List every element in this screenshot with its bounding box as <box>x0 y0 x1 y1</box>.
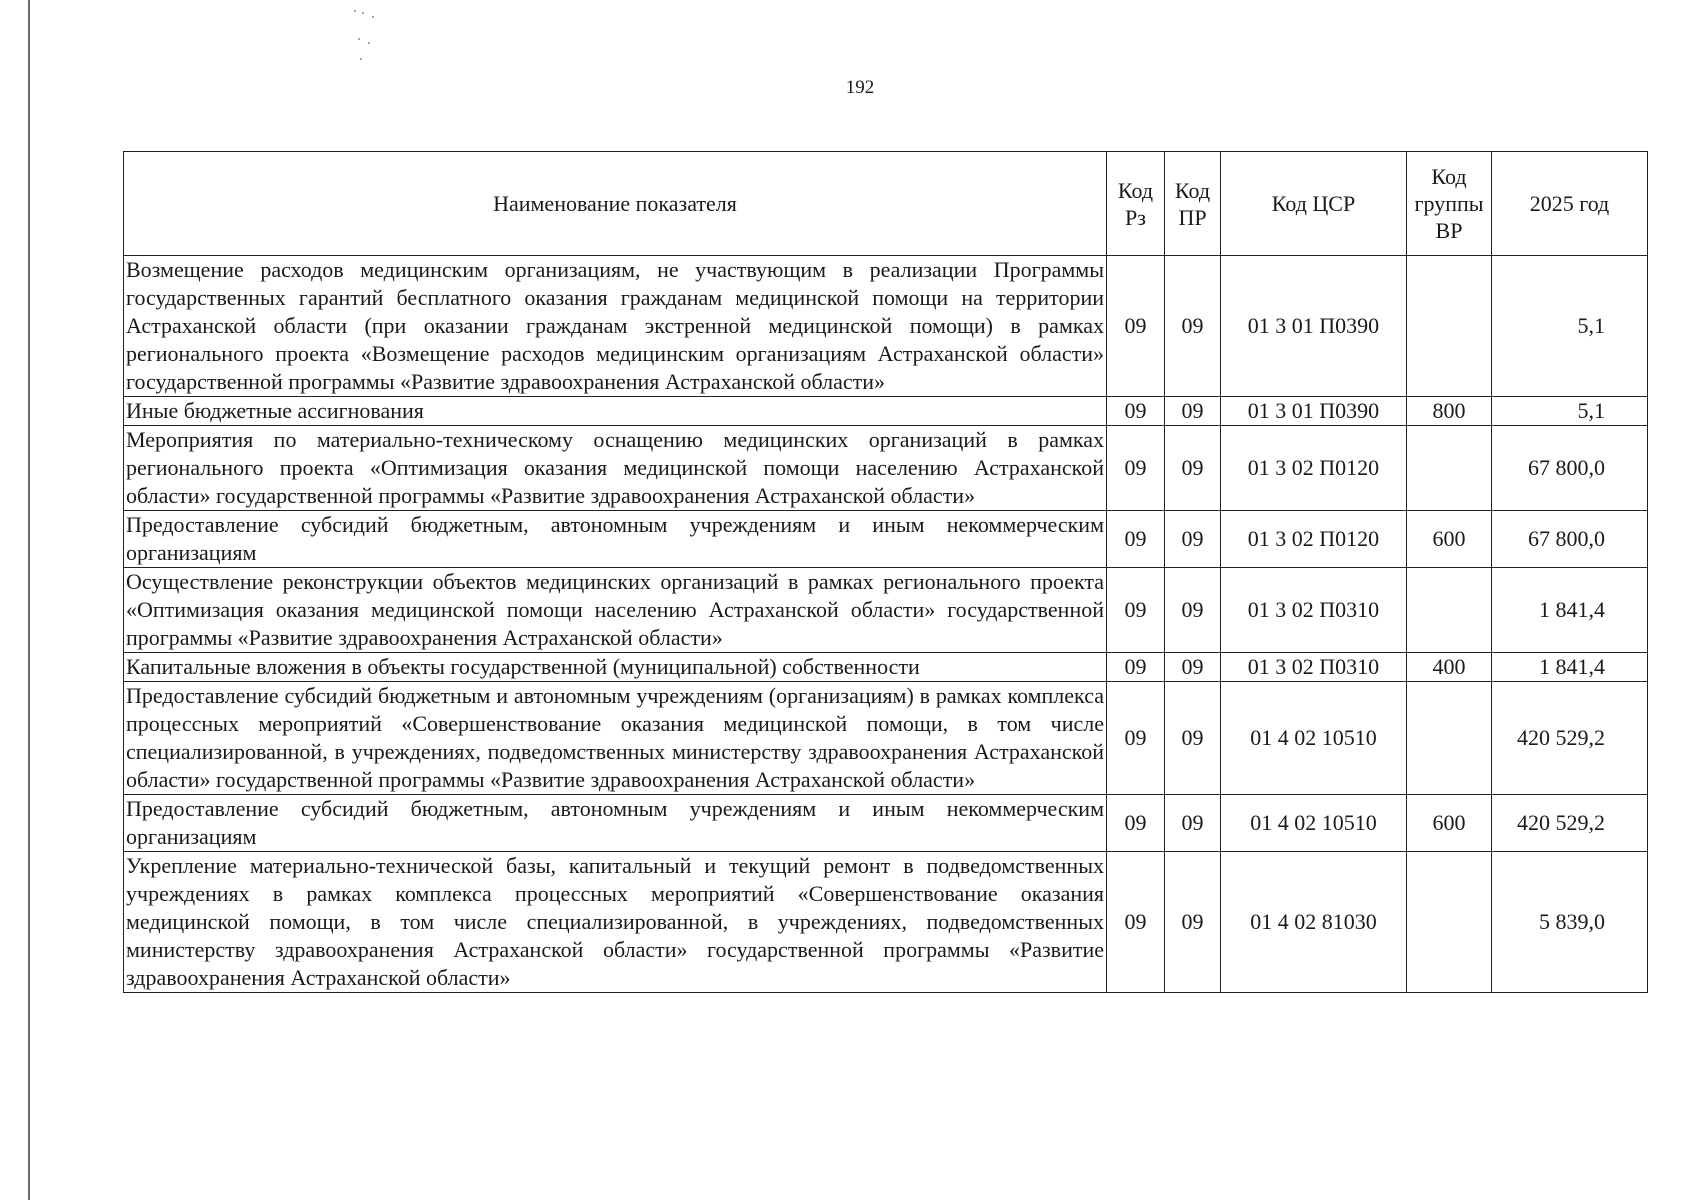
row-amount: 420 529,2 <box>1492 682 1648 795</box>
row-name: Осуществление реконструкции объектов медицинских организаций в рамках регионального проекта «Оптимизация оказания медицинской помощи населению Астраханской области» государственной программы «Развитие здравоохранения Астраханской области» <box>124 568 1107 653</box>
header-pr: Код ПР <box>1165 152 1221 256</box>
row-vr: 600 <box>1407 511 1492 568</box>
row-name: Предоставление субсидий бюджетным, автономным учреждениям и иным некоммерческим организациям <box>124 795 1107 852</box>
table-row <box>124 682 1648 795</box>
row-amount: 5,1 <box>1492 256 1648 397</box>
table-row <box>124 568 1648 653</box>
table-row <box>124 397 1648 426</box>
row-csr: 01 4 02 10510 <box>1221 795 1407 852</box>
row-vr: 400 <box>1407 653 1492 682</box>
row-amount: 1 841,4 <box>1492 653 1648 682</box>
row-vr: 600 <box>1407 795 1492 852</box>
row-pr: 09 <box>1165 682 1221 795</box>
budget-table <box>123 151 1648 993</box>
scan-specks <box>352 8 382 68</box>
table-row <box>124 511 1648 568</box>
row-rz: 09 <box>1107 653 1165 682</box>
row-name: Мероприятия по материально-техническому оснащению медицинских организаций в рамках регионального проекта «Оптимизация оказания медицинской помощи населению Астраханской области» государственной программы «Развитие здравоохранения Астраханской области» <box>124 426 1107 511</box>
row-pr: 09 <box>1165 852 1221 993</box>
table-row <box>124 852 1648 993</box>
row-amount: 5,1 <box>1492 397 1648 426</box>
header-csr: Код ЦСР <box>1221 152 1407 256</box>
row-vr <box>1407 426 1492 511</box>
row-name: Укрепление материально-технической базы, капитальный и текущий ремонт в подведомственных учреждениях в рамках комплекса процессных мероприятий «Совершенствование оказания медицинской помощи, в том числе специализированной, в учреждениях, подведомственных министерству здравоохранения Астраханской области» государственной программы «Развитие здравоохранения Астраханской области» <box>124 852 1107 993</box>
row-name: Предоставление субсидий бюджетным и автономным учреждениям (организациям) в рамках комплекса процессных мероприятий «Совершенствование оказания медицинской помощи, в том числе специализированной, в учреждениях, подведомственных министерству здравоохранения Астраханской области» государственной программы «Развитие здравоохранения Астраханской области» <box>124 682 1107 795</box>
row-pr: 09 <box>1165 426 1221 511</box>
row-rz: 09 <box>1107 397 1165 426</box>
row-pr: 09 <box>1165 511 1221 568</box>
row-rz: 09 <box>1107 426 1165 511</box>
row-rz: 09 <box>1107 256 1165 397</box>
table-row <box>124 653 1648 682</box>
row-pr: 09 <box>1165 256 1221 397</box>
row-vr: 800 <box>1407 397 1492 426</box>
row-amount: 1 841,4 <box>1492 568 1648 653</box>
scan-left-edge <box>28 0 30 1200</box>
header-name: Наименование показателя <box>124 152 1107 256</box>
row-rz: 09 <box>1107 511 1165 568</box>
row-rz: 09 <box>1107 852 1165 993</box>
row-rz: 09 <box>1107 795 1165 852</box>
row-amount: 5 839,0 <box>1492 852 1648 993</box>
row-csr: 01 3 02 П0310 <box>1221 568 1407 653</box>
row-amount: 67 800,0 <box>1492 511 1648 568</box>
row-csr: 01 3 02 П0310 <box>1221 653 1407 682</box>
row-name: Возмещение расходов медицинским организациям, не участвующим в реализации Программы государственных гарантий бесплатного оказания гражданам медицинской помощи на территории Астраханской области (при оказании гражданам экстренной медицинской помощи) в рамках регионального проекта «Возмещение расходов медицинским организациям Астраханской области» государственной программы «Развитие здравоохранения Астраханской области» <box>124 256 1107 397</box>
row-csr: 01 3 01 П0390 <box>1221 256 1407 397</box>
row-csr: 01 3 01 П0390 <box>1221 397 1407 426</box>
table-row <box>124 426 1648 511</box>
header-rz: Код Рз <box>1107 152 1165 256</box>
header-vr: Код группы ВР <box>1407 152 1492 256</box>
table-row <box>124 256 1648 397</box>
row-rz: 09 <box>1107 682 1165 795</box>
row-vr <box>1407 568 1492 653</box>
table-header-row <box>124 152 1648 256</box>
page-number: 192 <box>845 77 875 98</box>
row-name: Иные бюджетные ассигнования <box>124 397 1107 426</box>
row-rz: 09 <box>1107 568 1165 653</box>
table-row <box>124 795 1648 852</box>
row-vr <box>1407 682 1492 795</box>
row-csr: 01 4 02 81030 <box>1221 852 1407 993</box>
row-csr: 01 3 02 П0120 <box>1221 511 1407 568</box>
row-name: Предоставление субсидий бюджетным, автономным учреждениям и иным некоммерческим организациям <box>124 511 1107 568</box>
row-amount: 67 800,0 <box>1492 426 1648 511</box>
row-name: Капитальные вложения в объекты государственной (муниципальной) собственности <box>124 653 1107 682</box>
row-csr: 01 3 02 П0120 <box>1221 426 1407 511</box>
row-pr: 09 <box>1165 653 1221 682</box>
row-pr: 09 <box>1165 795 1221 852</box>
row-amount: 420 529,2 <box>1492 795 1648 852</box>
row-pr: 09 <box>1165 568 1221 653</box>
row-vr <box>1407 256 1492 397</box>
row-vr <box>1407 852 1492 993</box>
header-year: 2025 год <box>1492 152 1648 256</box>
row-csr: 01 4 02 10510 <box>1221 682 1407 795</box>
row-pr: 09 <box>1165 397 1221 426</box>
